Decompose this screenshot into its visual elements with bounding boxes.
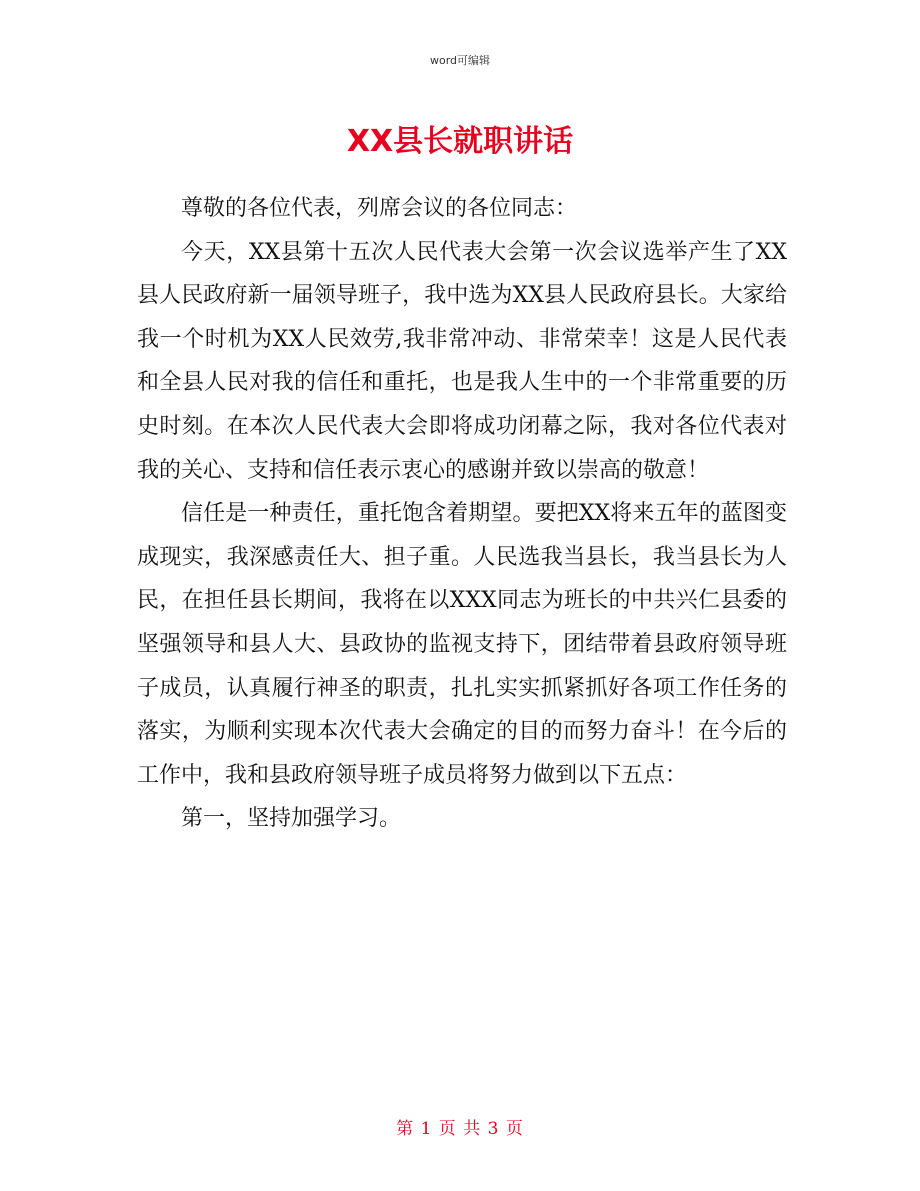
document-body (137, 187, 787, 841)
header-note: word可编辑 (429, 54, 491, 67)
paragraph-1: 今天，XX县第十五次人民代表大会第一次会议选举产生了XX县人民政府新一届领导班子，我中选为XX县人民政府县长。大家给我一个时机为XX人民效劳,我非常冲动、非常荣幸！这是人民代表和全县人民对我的信任和重托，也是我人生中的一个非常重要的历史时刻。在本次人民代表大会即将成功闭幕之际，我对各位代表对我的关心、支持和信任表示衷心的感谢并致以崇高的敬意！ (137, 239, 787, 483)
document-title: XX县长就职讲话 (346, 124, 574, 159)
page-number: 第 1 页 共 3 页 (396, 1119, 524, 1139)
paragraph-3: 第一，坚持加强学习。 (181, 806, 402, 832)
paragraph-2: 信任是一种责任，重托饱含着期望。要把XX将来五年的蓝图变成现实，我深感责任大、担子重。人民选我当县长，我当县长为人民，在担任县长期间，我将在以XXX同志为班长的中共兴仁县委的坚强领导和县人大、县政协的监视支持下，团结带着县政府领导班子成员，认真履行神圣的职责，扎扎实实抓紧抓好各项工作任务的落实，为顺利实现本次代表大会确定的目的而努力奋斗！在今后的工作中，我和县政府领导班子成员将努力做到以下五点： (137, 501, 787, 788)
paragraph-salutation: 尊敬的各位代表，列席会议的各位同志： (181, 196, 578, 221)
